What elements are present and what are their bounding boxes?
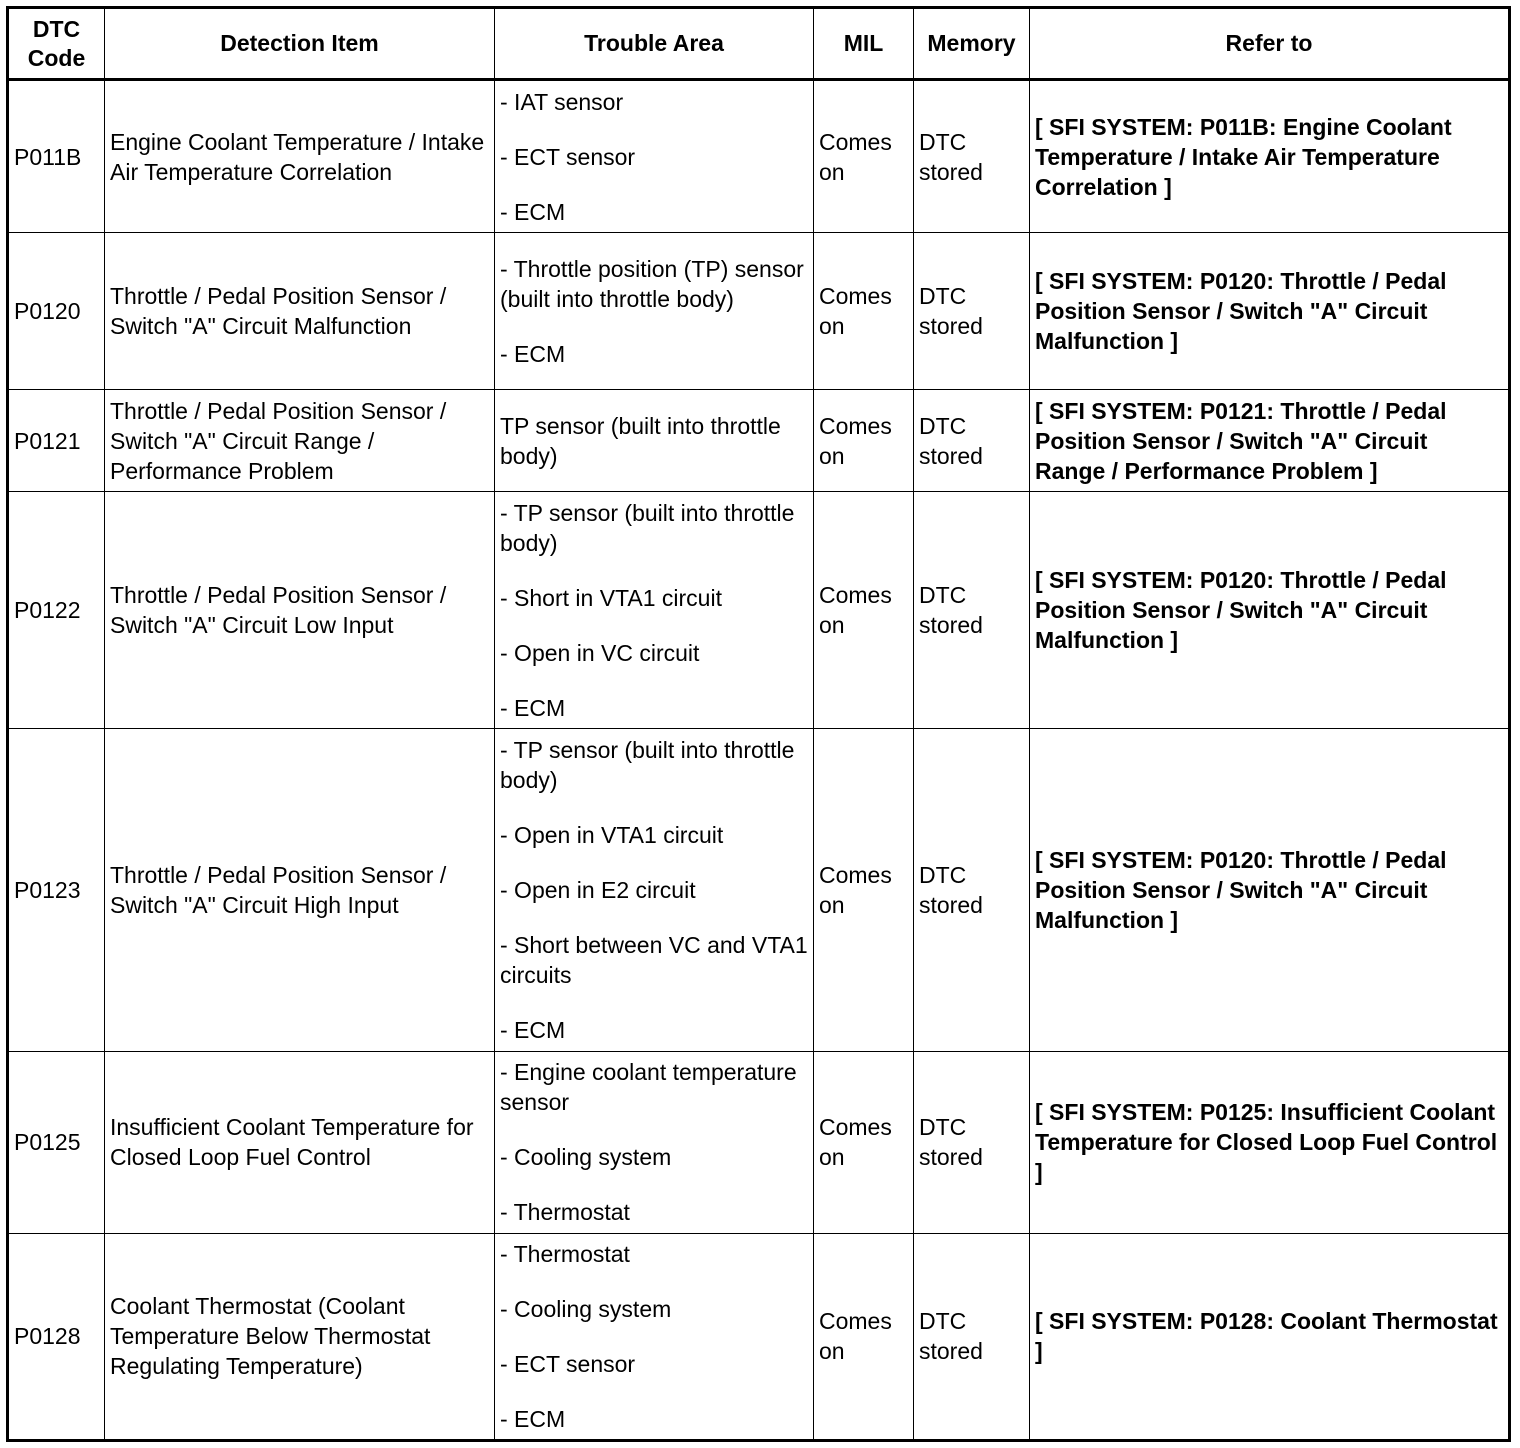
trouble-area-item: - ECM	[500, 1405, 566, 1432]
trouble-area-list	[500, 735, 808, 1045]
trouble-area-list	[500, 411, 808, 471]
header-detection-item: Detection Item	[105, 8, 495, 80]
trouble-area-item: - TP sensor (built into throttle body)	[500, 499, 795, 556]
trouble-area-item: - ECM	[500, 198, 566, 225]
trouble-area-list	[500, 498, 808, 723]
mil-cell: Comes on	[814, 1051, 914, 1233]
trouble-area-item: - Short between VC and VTA1 circuits	[500, 932, 808, 989]
trouble-area-item: - Short in VTA1 circuit	[500, 584, 722, 611]
table-row	[8, 233, 1510, 390]
memory-cell: DTC stored	[914, 1051, 1030, 1233]
detection-item-cell: Throttle / Pedal Position Sensor / Switch "A" Circuit High Input	[105, 729, 495, 1051]
header-row	[8, 8, 1510, 80]
detection-item-cell: Insufficient Coolant Temperature for Closed Loop Fuel Control	[105, 1051, 495, 1233]
trouble-area-item: - Engine coolant temperature sensor	[500, 1059, 797, 1116]
header-dtc-code: DTC Code	[8, 8, 105, 80]
dtc-code-cell: P0120	[8, 233, 105, 390]
mil-cell: Comes on	[814, 80, 914, 233]
mil-cell: Comes on	[814, 390, 914, 492]
detection-item-cell: Coolant Thermostat (Coolant Temperature Below Thermostat Regulating Temperature)	[105, 1233, 495, 1440]
trouble-area-item: - IAT sensor	[500, 88, 624, 115]
header-mil: MIL	[814, 8, 914, 80]
mil-cell: Comes on	[814, 1233, 914, 1440]
refer-to-link[interactable]: [ SFI SYSTEM: P0128: Coolant Thermostat ]	[1030, 1233, 1510, 1440]
trouble-area-list	[500, 254, 808, 369]
memory-cell: DTC stored	[914, 233, 1030, 390]
trouble-area-item: - Thermostat	[500, 1240, 630, 1267]
table-body	[8, 80, 1510, 1441]
refer-to-link[interactable]: [ SFI SYSTEM: P011B: Engine Coolant Temperature / Intake Air Temperature Correlation ]	[1030, 80, 1510, 233]
trouble-area-cell	[495, 390, 814, 492]
refer-to-link[interactable]: [ SFI SYSTEM: P0120: Throttle / Pedal Position Sensor / Switch "A" Circuit Malfunction ]	[1030, 729, 1510, 1051]
header-memory: Memory	[914, 8, 1030, 80]
refer-to-link[interactable]: [ SFI SYSTEM: P0120: Throttle / Pedal Position Sensor / Switch "A" Circuit Malfunction ]	[1030, 492, 1510, 729]
memory-cell: DTC stored	[914, 80, 1030, 233]
trouble-area-item: - Throttle position (TP) sensor (built into throttle body)	[500, 255, 804, 312]
dtc-code-cell: P0125	[8, 1051, 105, 1233]
trouble-area-item: - Cooling system	[500, 1144, 672, 1171]
refer-to-link[interactable]: [ SFI SYSTEM: P0121: Throttle / Pedal Position Sensor / Switch "A" Circuit Range / Performance Problem ]	[1030, 390, 1510, 492]
trouble-area-item: - TP sensor (built into throttle body)	[500, 737, 795, 794]
trouble-area-cell	[495, 1051, 814, 1233]
detection-item-cell: Throttle / Pedal Position Sensor / Switch "A" Circuit Low Input	[105, 492, 495, 729]
trouble-area-item: TP sensor (built into throttle body)	[500, 412, 781, 469]
trouble-area-item: - Open in VTA1 circuit	[500, 822, 724, 849]
dtc-code-cell: P0121	[8, 390, 105, 492]
refer-to-link[interactable]: [ SFI SYSTEM: P0125: Insufficient Coolant Temperature for Closed Loop Fuel Control ]	[1030, 1051, 1510, 1233]
trouble-area-cell	[495, 233, 814, 390]
header-trouble-area: Trouble Area	[495, 8, 814, 80]
dtc-code-cell: P0123	[8, 729, 105, 1051]
trouble-area-cell	[495, 80, 814, 233]
trouble-area-item: - Cooling system	[500, 1295, 672, 1322]
dtc-code-cell: P0128	[8, 1233, 105, 1440]
trouble-area-item: - ECM	[500, 1017, 566, 1044]
header-refer-to: Refer to	[1030, 8, 1510, 80]
table-row	[8, 80, 1510, 233]
memory-cell: DTC stored	[914, 729, 1030, 1051]
detection-item-cell: Throttle / Pedal Position Sensor / Switch "A" Circuit Malfunction	[105, 233, 495, 390]
trouble-area-list	[500, 1057, 808, 1227]
trouble-area-item: - ECM	[500, 694, 566, 721]
trouble-area-cell	[495, 1233, 814, 1440]
table-row	[8, 492, 1510, 729]
trouble-area-cell	[495, 492, 814, 729]
mil-cell: Comes on	[814, 729, 914, 1051]
trouble-area-cell	[495, 729, 814, 1051]
trouble-area-item: - Open in E2 circuit	[500, 877, 696, 904]
refer-to-link[interactable]: [ SFI SYSTEM: P0120: Throttle / Pedal Position Sensor / Switch "A" Circuit Malfunction ]	[1030, 233, 1510, 390]
mil-cell: Comes on	[814, 233, 914, 390]
trouble-area-list	[500, 87, 808, 227]
dtc-code-cell: P0122	[8, 492, 105, 729]
trouble-area-item: - ECT sensor	[500, 143, 636, 170]
memory-cell: DTC stored	[914, 492, 1030, 729]
table-row	[8, 390, 1510, 492]
dtc-code-cell: P011B	[8, 80, 105, 233]
memory-cell: DTC stored	[914, 1233, 1030, 1440]
trouble-area-list	[500, 1239, 808, 1434]
detection-item-cell: Throttle / Pedal Position Sensor / Switch "A" Circuit Range / Performance Problem	[105, 390, 495, 492]
mil-cell: Comes on	[814, 492, 914, 729]
trouble-area-item: - Open in VC circuit	[500, 639, 700, 666]
memory-cell: DTC stored	[914, 390, 1030, 492]
trouble-area-item: - ECT sensor	[500, 1350, 636, 1377]
trouble-area-item: - ECM	[500, 340, 566, 367]
table-row	[8, 1233, 1510, 1440]
detection-item-cell: Engine Coolant Temperature / Intake Air Temperature Correlation	[105, 80, 495, 233]
table-row	[8, 1051, 1510, 1233]
dtc-table	[6, 6, 1511, 1442]
trouble-area-item: - Thermostat	[500, 1199, 630, 1226]
table-row	[8, 729, 1510, 1051]
